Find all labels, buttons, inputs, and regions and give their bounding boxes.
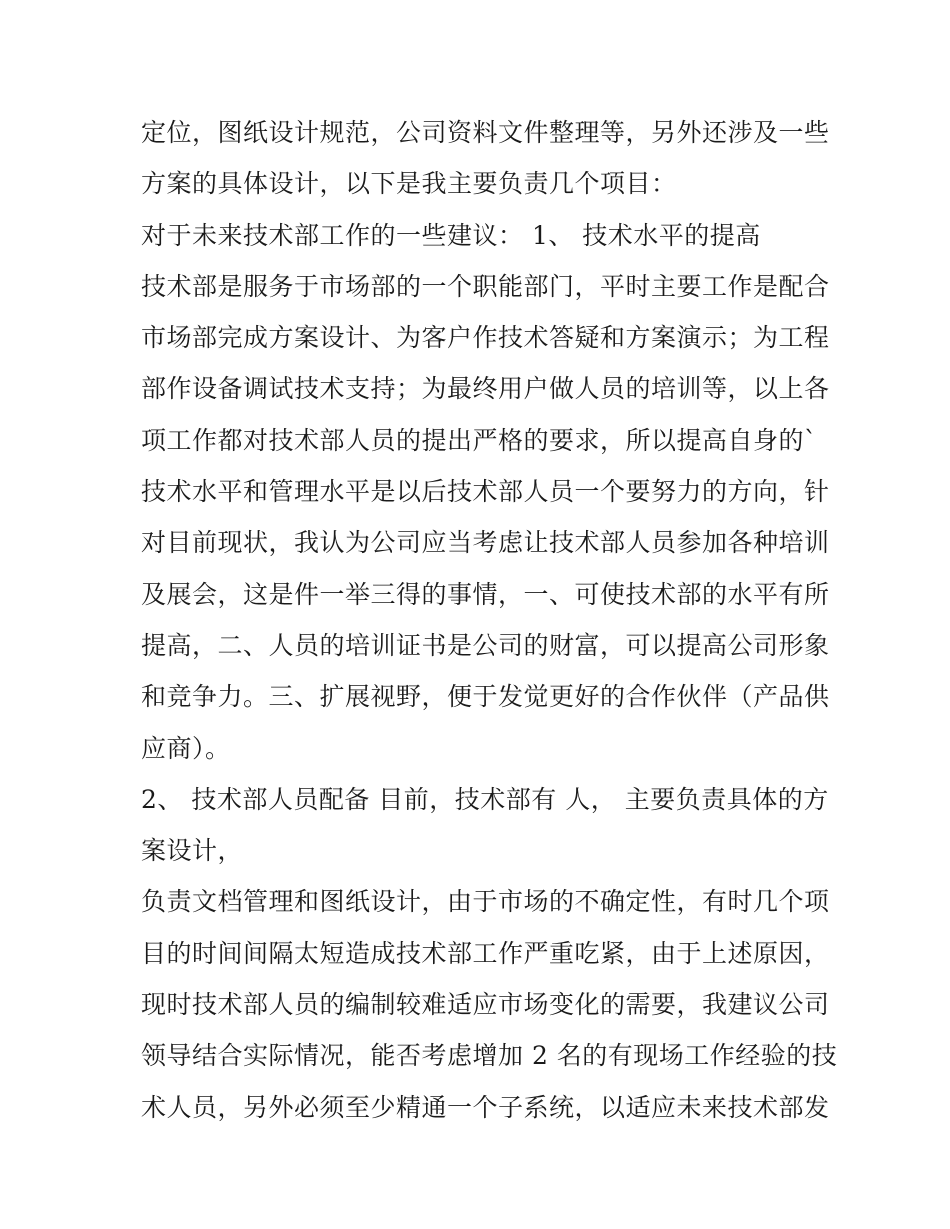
text-line: 技术水平和管理水平是以后技术部人员一个要努力的方向，针: [141, 477, 830, 507]
text-line: 对于未来技术部工作的一些建议： 1、 技术水平的提高: [141, 220, 761, 250]
text-line: 方案的具体设计，以下是我主要负责几个项目：: [141, 169, 677, 199]
text-line: 2、 技术部人员配备 目前，技术部有 人， 主要负责具体的方: [141, 784, 829, 814]
text-line: 技术部是服务于市场部的一个职能部门，平时主要工作是配合: [141, 271, 830, 301]
text-line: 应商）。: [141, 733, 231, 763]
text-line: 案设计，: [141, 836, 244, 866]
text-line: 负责文档管理和图纸设计，由于市场的不确定性，有时几个项: [141, 887, 830, 917]
text-line: 目的时间间隔太短造成技术部工作严重吃紧，由于上述原因，: [141, 938, 830, 968]
text-line: 及展会，这是件一举三得的事情，一、可使技术部的水平有所: [141, 579, 830, 609]
text-line: 定位，图纸设计规范，公司资料文件整理等，另外还涉及一些: [141, 118, 830, 147]
text-line: 和竞争力。三、扩展视野，便于发觉更好的合作伙伴（产品供: [141, 682, 830, 712]
text-line: 部作设备调试技术支持；为最终用户做人员的培训等，以上各: [141, 374, 830, 404]
text-line: 市场部完成方案设计、为客户作技术答疑和方案演示；为工程: [141, 323, 830, 353]
text-line: 领导结合实际情况，能否考虑增加 2 名的有现场工作经验的技: [141, 1041, 838, 1071]
text-line: 项工作都对技术部人员的提出严格的要求，所以提高自身的`: [141, 425, 818, 455]
text-line: 现时技术部人员的编制较难适应市场变化的需要，我建议公司: [141, 990, 830, 1020]
text-line: 对目前现状，我认为公司应当考虑让技术部人员参加各种培训: [141, 528, 830, 558]
body-text: [141, 107, 838, 1133]
text-line: 提高，二、人员的培训证书是公司的财富，可以提高公司形象: [141, 630, 830, 660]
text-line: 术人员，另外必须至少精通一个子系统，以适应未来技术部发: [141, 1092, 830, 1122]
